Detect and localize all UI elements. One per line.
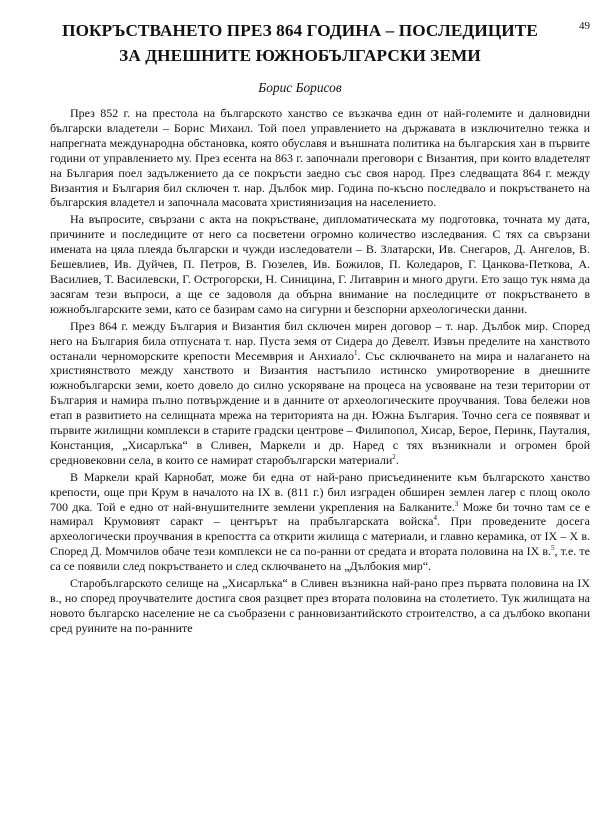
paragraph-text: В Маркели край Карнобат, може би една от най-рано присъединените към българското ханство крепости, още при Крум в началото на IX в. (811 г.) бил изграден обширен землен лагер с площ около 700 дка. Той е едно от най-внушителните землени укрепления на Балканите. xyxy=(50,469,590,514)
page-number: 49 xyxy=(579,20,590,32)
paragraph-4 xyxy=(50,470,590,574)
paragraph-text: , т.е. те са се появили след покръстването и след сключването на „Дълбокия мир“. xyxy=(50,544,590,574)
title-line-1: ПОКРЪСТВАНЕТО ПРЕЗ 864 ГОДИНА – ПОСЛЕДИЦИТЕ xyxy=(62,21,538,40)
paragraph-5: Старобългарското селище на „Хисарлъка“ в Сливен възникна най-рано през първата половина на IX в., но според проучвателите достига своя разцвет през втората половина на столетието. Тук жилищата на новото българско население не са съобразени с ранновизантийското строителство, а са дълбоко вкопани сред руините на по-ранните xyxy=(50,576,590,635)
paragraph-text: . При проведените досега археологически проучвания в крепостта са открити жилища с материали, и главно керамика, от IX – X в. Според Д. Момчилов обаче тези комплекси не са по-ранни от средата и втората половина на IX в. xyxy=(50,514,590,559)
paragraph-text: . xyxy=(395,452,399,467)
footnote-ref[interactable]: 1 xyxy=(353,348,358,357)
footnote-ref[interactable]: 3 xyxy=(454,499,459,508)
author: Борис Борисов xyxy=(258,80,342,95)
footnote-ref[interactable]: 2 xyxy=(392,452,396,461)
footnote-ref[interactable]: 5 xyxy=(551,544,555,553)
footnote-ref[interactable]: 4 xyxy=(433,514,437,523)
article-title xyxy=(24,18,576,68)
paragraph-1: През 852 г. на престола на българското ханство се възкачва един от най-големите и далновидни български владетели – Борис Михаил. Той поел управлението на държавата в изключително тежка и напрегната международна обстановка, която обуславя и външната политика на българския хан в първите години от управлението му. През есента на 863 г. започнали преговори с Византия, при които владетелят на България поел задължението да се покръсти заедно със своя народ. През следващата 864 г. между Византия и България бил сключен т. нар. Дълбок мир. Година по-късно последвало и покръстването на българския владетел и започнала масовата християнизация на населението. xyxy=(50,106,590,210)
article-body xyxy=(50,106,590,636)
paragraph-text: Може би точно там се е намирал Крумовият саракт – центърът на прабългарската войска xyxy=(50,499,590,529)
paragraph-text: . Със сключването на мира и налагането на християнството между ханството и Византия настъпило истинско умиротворение в днешните южнобългарски земи, което довело до силно ускоряване на процеса на усвояване на тези територии от България и намира пълно потвърждение и в данните от археологическите проучвания. Това бележи нов етап в развитието на селищната мрежа на територията на дн. Южна България. Точно сега се появяват и първите жилищни комплекси в старите градски центрове – Филипопол, Хисар, Берое, Перинк, Пауталия, Констанция, „Хисарлъка“ в Сливен, Маркели и др. Наред с тях възникнали и огромен брой средновековни села, в които се намират старобългарски материали xyxy=(50,348,591,467)
paragraph-2: На въпросите, свързани с акта на покръстване, дипломатическата му подготовка, точната му дата, причините и последиците от него са посветени огромно количество изследвания. С тях са свързани имената на цяла плеяда български и чужди изследователи – В. Златарски, Ив. Снегаров, Д. Ангелов, В. Бешевлиев, Ив. Дуйчев, П. Петров, В. Гюзелев, Ив. Божилов, П. Коледаров, Г. Цанкова-Петкова, А. Василиев, Т. Василевски, Г. Острогорски, Н. Синицина, Г. Литаврин и много други. Ето защо тук няма да засягам тези въпроси, а ще се задоволя да обърна внимание на последиците от покръстването в южнобългарските земи, като се базирам само на сигурни и безспорни археологически данни. xyxy=(50,212,590,316)
paragraph-text: През 864 г. между България и Византия бил сключен мирен договор – т. нар. Дълбок мир. Според него на България била отпусната т. нар. Пуста земя от Сидера до Девелт. Извън пределите на ханството останали черноморските крепости Месемврия и Анхиало xyxy=(50,318,590,363)
paragraph-3 xyxy=(50,319,590,468)
title-line-2: ЗА ДНЕШНИТЕ ЮЖНОБЪЛГАРСКИ ЗЕМИ xyxy=(119,46,481,65)
